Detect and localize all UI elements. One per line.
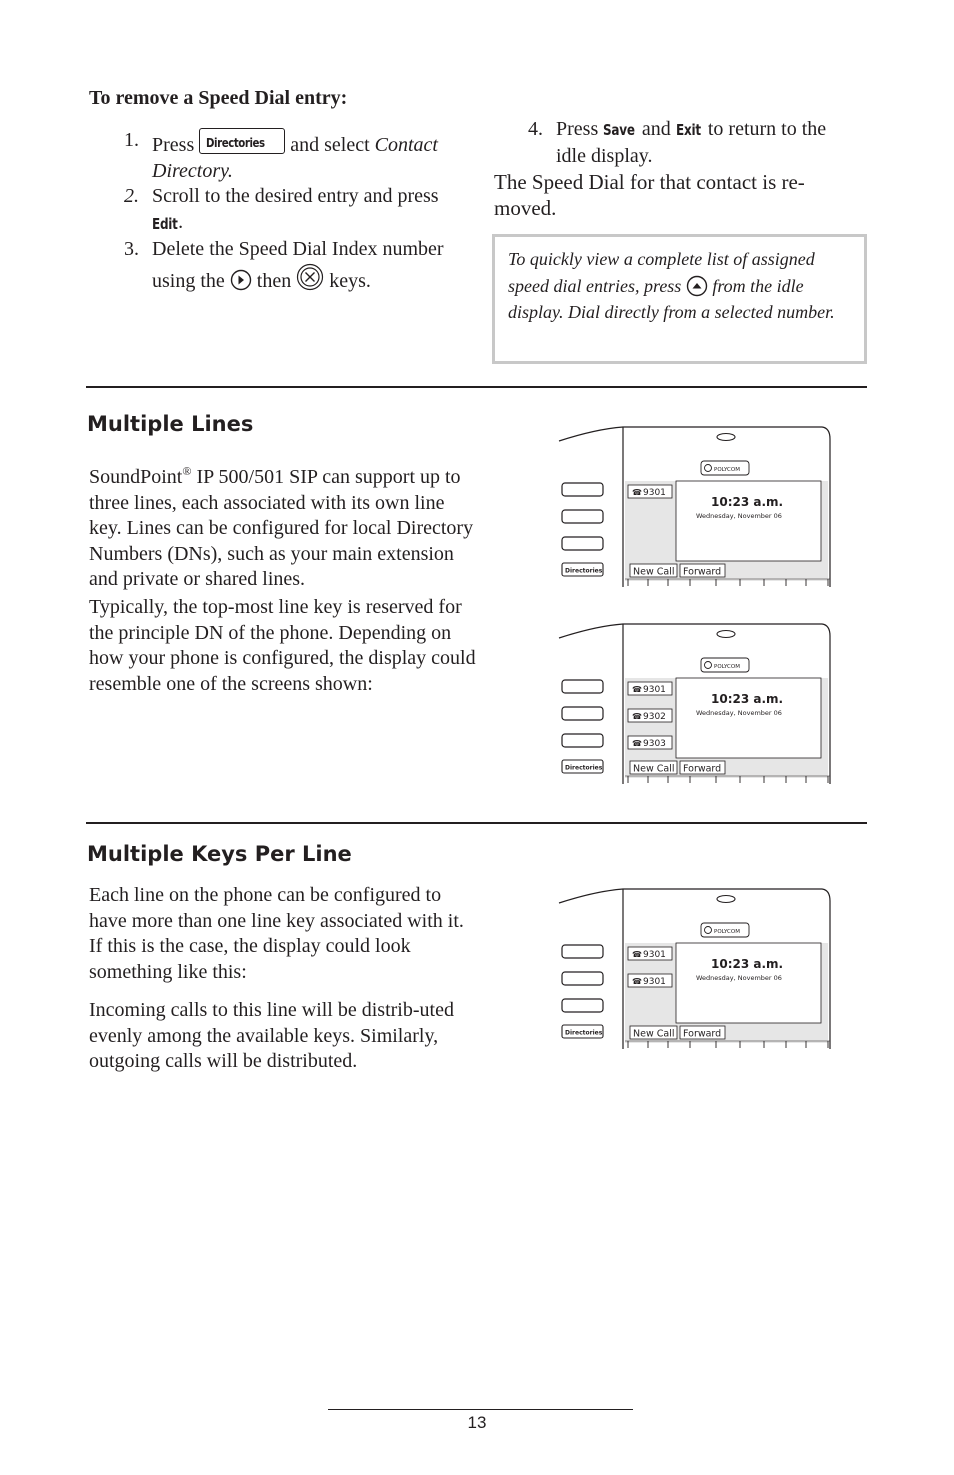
step-1: [90, 128, 480, 184]
soundpoint-brand: SoundPoint: [89, 466, 183, 488]
softkey-forward: Forward: [683, 566, 722, 578]
registered-mark: ®: [182, 464, 192, 478]
directories-key-label: Directories: [565, 567, 603, 575]
phone-handset-icon: ☎: [632, 977, 642, 986]
step-1-press: Press: [152, 134, 195, 156]
line-key: [562, 945, 603, 958]
polycom-brand-text: POLYCOM: [714, 664, 740, 670]
softkey-new-call: New Call: [633, 1028, 675, 1040]
step-4-press: Press: [556, 118, 599, 140]
step-2-edit-label: Edit: [152, 214, 178, 233]
step-4-and: and: [641, 118, 671, 140]
multiple-lines-paragraph-2: Typically, the top-most line key is reserved for the principle DN of the phone. Depending on how your phone is configured, the display could resemble one of the screens shown:: [89, 596, 476, 695]
phone-handset-icon: ☎: [632, 685, 642, 694]
softkey-new-call: New Call: [633, 763, 675, 775]
tip-text-post: from the idle display. Dial directly from a selected number.: [508, 275, 835, 322]
line-number-label: 9302: [643, 712, 666, 722]
tip-box: [492, 234, 867, 364]
save-label: Save: [603, 121, 635, 139]
step-4-number: 4.: [528, 118, 543, 140]
phone-time: 10:23 a.m.: [711, 692, 784, 706]
section-divider-1: [86, 386, 867, 388]
polycom-brand-text: POLYCOM: [714, 467, 740, 473]
softkey-forward: Forward: [683, 1028, 722, 1040]
line-key: [562, 483, 603, 496]
polycom-logo-icon: [705, 465, 712, 472]
phone-svg: [556, 425, 836, 587]
step-1-mid: and select: [290, 134, 370, 156]
directories-key-label: Directories: [565, 1029, 603, 1037]
directories-key-icon: Directories: [199, 128, 285, 154]
footer-rule: [328, 1409, 633, 1410]
page-number: 13: [467, 1413, 487, 1432]
line-key: [562, 972, 603, 985]
line-number-label: 9301: [643, 977, 666, 987]
multiple-keys-heading: Multiple Keys Per Line: [87, 842, 352, 866]
line-number-label: 9301: [643, 488, 666, 498]
directories-key-label: Directories: [565, 764, 603, 772]
message-led-icon: [717, 434, 735, 441]
phone-illustration: [556, 425, 836, 587]
phone-illustration: [556, 887, 836, 1049]
multiple-keys-paragraph-1: Each line on the phone can be configured to have more than one line key associated with it. If this is the case, the display could look something like this:: [89, 884, 464, 983]
step-2: [90, 184, 480, 237]
polycom-brand-text: POLYCOM: [714, 929, 740, 935]
step-1-contact-directory: Contact Directory.: [152, 134, 438, 182]
phone-handset-icon: ☎: [632, 739, 642, 748]
multiple-lines-heading: Multiple Lines: [87, 412, 254, 436]
step-3-text: Delete the Speed Dial Index number using the: [152, 238, 444, 292]
right-arrow-key-icon: [230, 269, 252, 291]
step-3: [90, 237, 480, 294]
up-arrow-key-icon: [686, 275, 708, 297]
tip-text-pre: To quickly view a complete list of assigned speed dial entries, press: [508, 249, 815, 296]
line-key: [562, 680, 603, 693]
line-key: [562, 707, 603, 720]
speed-dial-removed-text: The Speed Dial for that contact is re-moved.: [494, 170, 805, 220]
line-number-label: 9301: [643, 950, 666, 960]
phone-date: Wednesday, November 06: [696, 974, 782, 982]
multiple-lines-p1-rest: IP 500/501 SIP can support up to three lines, each associated with its own line key. Lines can be configured for local Directory Numbers (DNs), such as your main extension and private or shared lines.: [89, 466, 474, 590]
polycom-logo-icon: [705, 927, 712, 934]
phone-time: 10:23 a.m.: [711, 957, 784, 971]
section-divider-2: [86, 822, 867, 824]
step-3-end: keys.: [329, 269, 371, 292]
step-3-number: 3.: [124, 238, 139, 260]
softkey-new-call: New Call: [633, 566, 675, 578]
line-key: [562, 537, 603, 550]
phone-time: 10:23 a.m.: [711, 495, 784, 509]
step-1-number: 1.: [124, 129, 139, 151]
step-3-then: then: [256, 269, 292, 292]
message-led-icon: [717, 896, 735, 903]
phone-handset-icon: ☎: [632, 712, 642, 721]
delete-key-icon: [296, 263, 324, 291]
step-2-text: Scroll to the desired entry and press: [152, 185, 439, 207]
polycom-logo-icon: [705, 662, 712, 669]
phone-svg: [556, 887, 836, 1049]
phone-date: Wednesday, November 06: [696, 709, 782, 717]
step-2-number: 2.: [124, 185, 139, 207]
multiple-keys-paragraph-2: Incoming calls to this line will be distrib-uted evenly among the available keys. Similarly, outgoing calls will be distributed.: [89, 999, 454, 1072]
multiple-lines-paragraph-1: [89, 459, 474, 593]
step-4-post: to return to the idle display.: [556, 118, 827, 167]
line-key: [562, 999, 603, 1012]
phone-date: Wednesday, November 06: [696, 512, 782, 520]
softkey-forward: Forward: [683, 763, 722, 775]
phone-illustration: [556, 622, 836, 784]
phone-handset-icon: ☎: [632, 488, 642, 497]
line-number-label: 9303: [643, 739, 666, 749]
message-led-icon: [717, 631, 735, 638]
line-key: [562, 510, 603, 523]
line-key: [562, 734, 603, 747]
step-2-end: .: [178, 210, 184, 233]
tip-text: [508, 246, 852, 326]
step-4: [494, 117, 854, 221]
remove-steps-list: [90, 128, 480, 294]
exit-label: Exit: [675, 121, 701, 139]
phone-svg: [556, 622, 836, 784]
phone-handset-icon: ☎: [632, 950, 642, 959]
line-number-label: 9301: [643, 685, 666, 695]
remove-speed-dial-heading: To remove a Speed Dial entry:: [89, 87, 348, 109]
